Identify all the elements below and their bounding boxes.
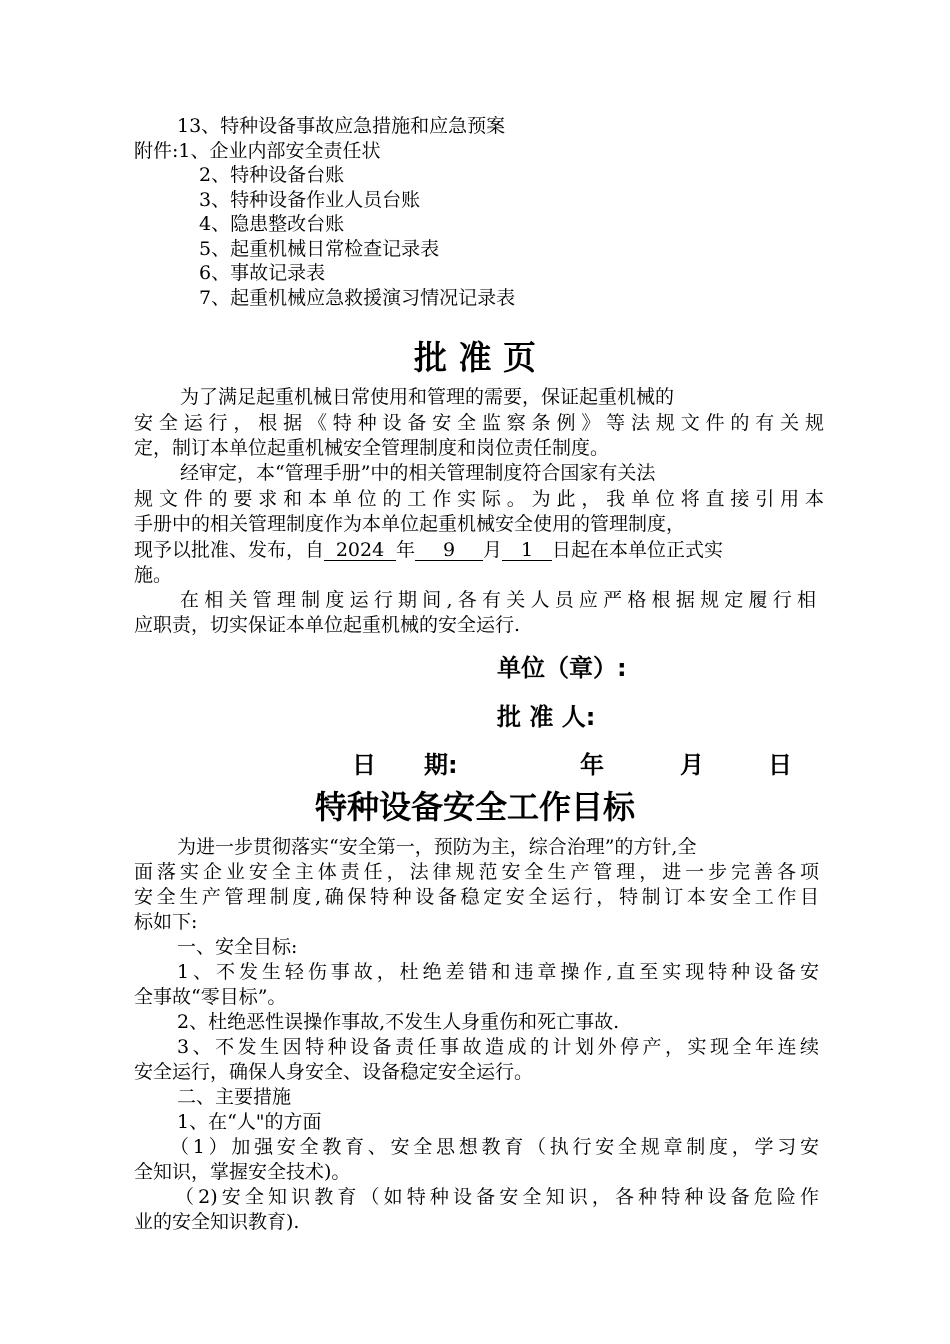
goals-line: 2、杜绝恶性误操作事故,不发生人身重伤和死亡事故. <box>177 1011 620 1033</box>
approval-paragraph-line: 定，制订本单位起重机械安全管理制度和岗位责任制度。 <box>134 437 610 459</box>
approval-paragraph-line: 应职责，切实保证本单位起重机械的安全运行. <box>134 614 521 636</box>
signature-day-label: 日 <box>768 751 792 779</box>
goals-line: 安全运行，确保人身安全、设备稳定安全运行。 <box>134 1061 534 1083</box>
goals-line: 为进一步贯彻落实“安全第一，预防为主，综合治理”的方针,全 <box>177 836 697 858</box>
attachment-item: 7、起重机械应急救援演习情况记录表 <box>199 287 516 309</box>
goals-line: 标如下: <box>134 911 198 933</box>
signature-date-label: 日 期: <box>352 751 458 779</box>
goals-line: 1、在“人"的方面 <box>177 1111 322 1133</box>
attachment-item: 5、起重机械日常检查记录表 <box>199 238 440 260</box>
goals-line: （1）加强安全教育、安全思想教育（执行安全规章制度，学习安 <box>170 1136 819 1158</box>
approval-paragraph-line: 手册中的相关管理制度作为本单位起重机械安全使用的管理制度， <box>134 513 686 535</box>
goals-line: 一、安全目标: <box>177 936 298 958</box>
attachments-prefix: 附件: <box>134 140 179 162</box>
signature-unit-label: 单位（章）: <box>497 654 627 682</box>
signature-approver-label: 批 准 人: <box>497 703 596 731</box>
attachment-item: 6、事故记录表 <box>199 262 326 284</box>
attachment-item: 3、特种设备作业人员台账 <box>199 189 421 211</box>
goals-line: 1、不发生轻伤事故，杜绝差错和违章操作,直至实现特种设备安 <box>177 961 819 983</box>
goals-line: 面落实企业安全主体责任，法律规范安全生产管理，进一步完善各项 <box>134 861 819 883</box>
approval-date-line: 现予以批准、发布，自 2024 年 9 月 1 日起在本单位正式实 <box>134 539 724 561</box>
signature-year-label: 年 <box>580 751 604 779</box>
goals-line: 业的安全知识教育). <box>134 1211 300 1233</box>
attachment-item: 2、特种设备台账 <box>199 164 345 186</box>
approval-paragraph-line: 为了满足起重机械日常使用和管理的需要，保证起重机械的 <box>180 386 675 408</box>
toc-item-13: 13、特种设备事故应急措施和应急预案 <box>177 115 506 137</box>
goals-line: 3、不发生因特种设备责任事故造成的计划外停产，实现全年连续 <box>177 1036 819 1058</box>
goals-title: 特种设备安全工作目标 <box>314 788 635 826</box>
approval-paragraph-line: 施。 <box>134 564 173 586</box>
effective-month-field: 9 <box>415 540 483 561</box>
toc-attachments-line <box>134 139 824 163</box>
signature-month-label: 月 <box>680 751 704 779</box>
approval-paragraph-line: 在相关管理制度运行期间,各有关人员应严格根据规定履行相 <box>180 589 816 611</box>
goals-line: 安全生产管理制度,确保特种设备稳定安全运行，特制订本安全工作目 <box>134 886 819 908</box>
attachment-item: 1、企业内部安全责任状 <box>178 140 381 162</box>
goals-line: （2)安全知识教育（如特种设备安全知识，各种特种设备危险作 <box>175 1186 819 1208</box>
approval-title: 批 准 页 <box>414 338 536 377</box>
attachment-item: 4、隐患整改台账 <box>199 213 345 235</box>
approval-paragraph-line: 经审定，本“管理手册”中的相关管理制度符合国家有关法 <box>180 462 656 484</box>
effective-day-field: 1 <box>502 540 552 561</box>
approval-paragraph-line: 规文件的要求和本单位的工作实际。为此，我单位将直接引用本 <box>134 488 824 510</box>
goals-line: 二、主要措施 <box>177 1086 292 1108</box>
goals-line: 全知识，掌握安全技术)。 <box>134 1161 351 1183</box>
effective-year-field: 2024 <box>324 540 396 561</box>
goals-line: 全事故“零目标”。 <box>134 986 287 1008</box>
approval-paragraph-line: 安全运行，根据《特种设备安全监察条例》等法规文件的有关规 <box>134 412 824 434</box>
